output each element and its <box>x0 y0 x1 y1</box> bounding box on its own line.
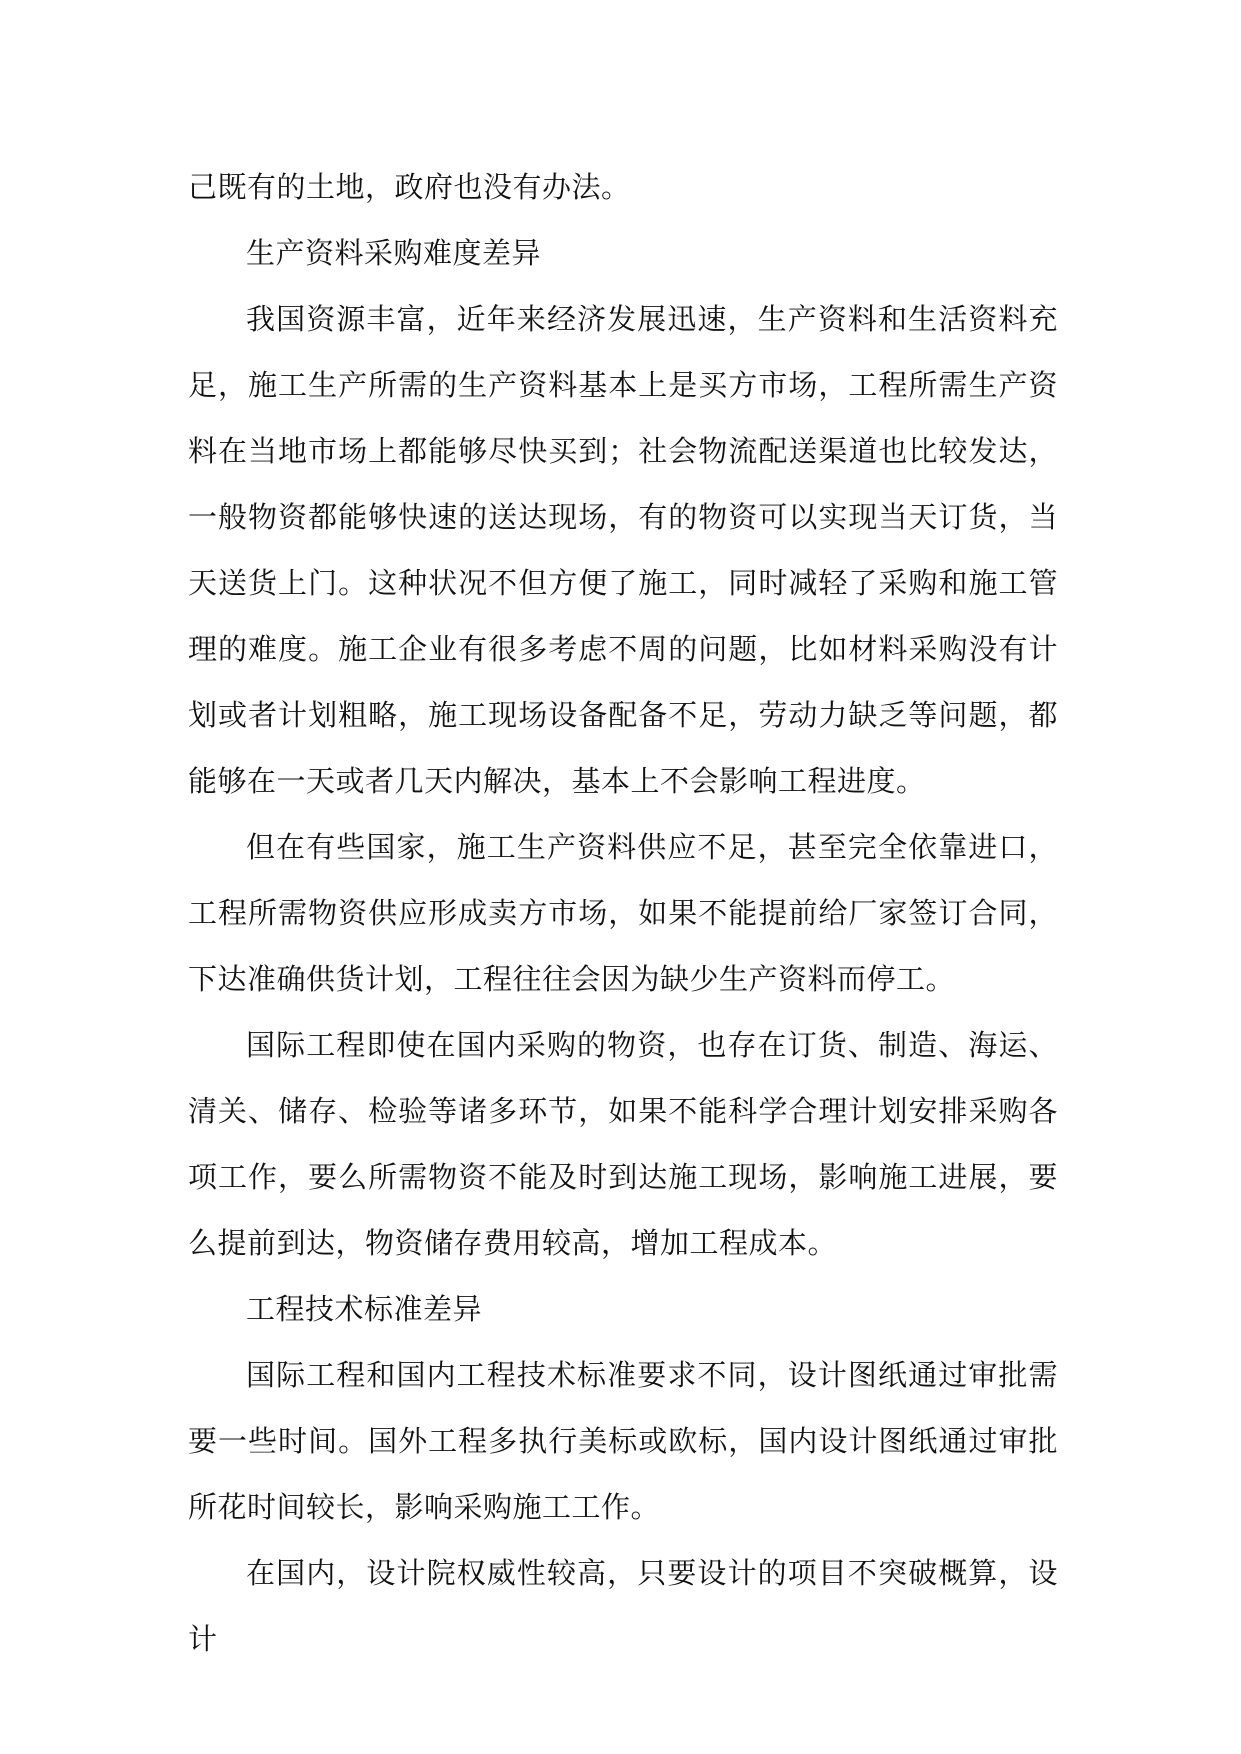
section-heading-technical-standards: 工程技术标准差异 <box>246 1292 483 1326</box>
document-body <box>188 154 1058 1672</box>
paragraph-international-procurement: 国际工程即使在国内采购的物资，也存在订货、制造、海运、清关、储存、检验等诸多环节，如果不能科学合理计划安排采购各项工作，要么所需物资不能及时到达施工现场，影响施工进展，要么提前到达，物资储存费用较高，增加工程成本。 <box>188 1028 1058 1260</box>
paragraph-domestic-resources: 我国资源丰富，近年来经济发展迅速，生产资料和生活资料充足，施工生产所需的生产资料基本上是买方市场，工程所需生产资料在当地市场上都能够尽快买到；社会物流配送渠道也比较发达，一般物资都能够快速的送达现场，有的物资可以实现当天订货，当天送货上门。这种状况不但方便了施工，同时减轻了采购和施工管理的难度。施工企业有很多考虑不周的问题，比如材料采购没有计划或者计划粗略，施工现场设备配备不足，劳动力缺乏等问题，都能够在一天或者几天内解决，基本上不会影响工程进度。 <box>188 302 1058 798</box>
section-heading-procurement: 生产资料采购难度差异 <box>246 236 542 270</box>
paragraph-foreign-supply: 但在有些国家，施工生产资料供应不足，甚至完全依靠进口，工程所需物资供应形成卖方市场，如果不能提前给厂家签订合同，下达准确供货计划，工程往往会因为缺少生产资料而停工。 <box>188 830 1058 996</box>
paragraph-design-institute: 在国内，设计院权威性较高，只要设计的项目不突破概算，设计 <box>188 1556 1058 1656</box>
paragraph-continuation: 己既有的土地，政府也没有办法。 <box>188 170 631 204</box>
paragraph-standards-difference: 国际工程和国内工程技术标准要求不同，设计图纸通过审批需要一些时间。国外工程多执行美标或欧标，国内设计图纸通过审批所花时间较长，影响采购施工工作。 <box>188 1358 1058 1524</box>
